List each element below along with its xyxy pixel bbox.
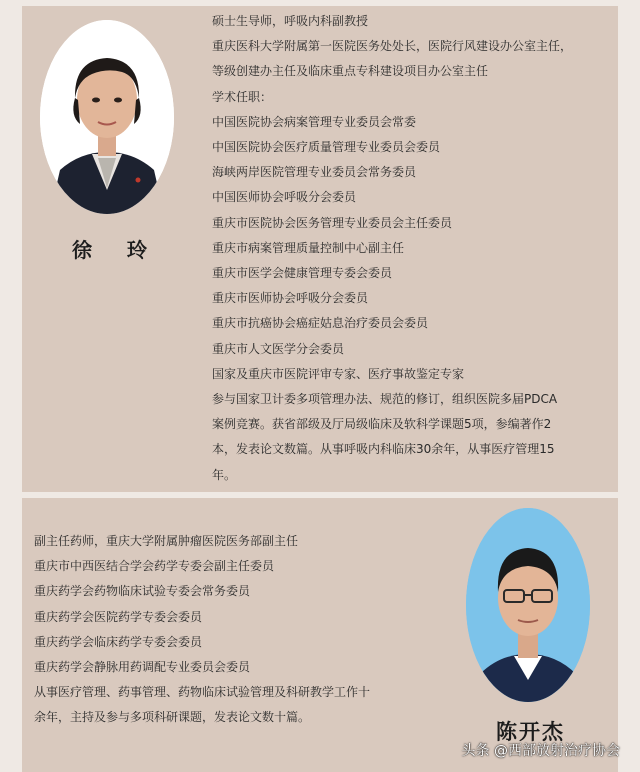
woman-portrait-icon (40, 20, 174, 214)
bio-line: 重庆市抗癌协会癌症姑息治疗委员会委员 (212, 316, 429, 331)
bio-line: 等级创建办主任及临床重点专科建设项目办公室主任 (212, 64, 489, 79)
bio-line: 重庆市病案管理质量控制中心副主任 (212, 240, 405, 255)
bio-line: 副主任药师，重庆大学附属肿瘤医院医务部副主任 (34, 534, 299, 548)
bio-line: 重庆市医师协会呼吸分会委员 (212, 291, 369, 306)
person-name-1: 徐 玲 (72, 238, 161, 262)
bio-list-2 (34, 529, 370, 731)
bio-line: 重庆药学会静脉用药调配专业委员会委员 (34, 660, 251, 675)
bio-line: 海峡两岸医院管理专业委员会常务委员 (212, 165, 417, 180)
bio-line: 重庆市人文医学分会委员 (212, 341, 345, 356)
bio-line: 余年，主持及参与多项科研课题，发表论文数十篇。 (34, 710, 311, 725)
bio-line: 本，发表论文数篇。从事呼吸内科临床30余年，从事医疗管理15 (212, 442, 555, 457)
bio-line: 参与国家卫计委多项管理办法、规范的修订，组织医院多届PDCA (212, 392, 558, 407)
bio-line: 案例竞赛。获省部级及厅局级临床及软科学课题5项，参编著作2 (212, 417, 552, 432)
bio-line: 重庆药学会医院药学专委会委员 (34, 609, 203, 624)
profile-card-1 (22, 6, 618, 492)
bio-line: 从事医疗管理、药事管理、药物临床试验管理及科研教学工作十 (34, 685, 371, 700)
bio-line: 年。 (212, 467, 237, 482)
portrait-photo-2 (466, 508, 590, 702)
profile-card-2 (22, 498, 618, 772)
bio-line: 重庆药学会临床药学专委会委员 (34, 634, 203, 649)
person-name-2: 陈开杰 (496, 720, 565, 744)
bio-line: 重庆市中西医结合学会药学专委会副主任委员 (34, 559, 275, 574)
bio-line: 国家及重庆市医院评审专家、医疗事故鉴定专家 (212, 366, 465, 381)
bio-list-1 (212, 9, 572, 488)
bio-line: 重庆医科大学附属第一医院医务处处长，医院行风建设办公室主任， (212, 39, 573, 54)
bio-line: 硕士生导师，呼吸内科副教授 (212, 14, 369, 28)
bio-line: 中国医师协会呼吸分会委员 (212, 190, 357, 205)
bio-line: 学术任职： (212, 89, 273, 104)
bio-line: 重庆市医院协会医务管理专业委员会主任委员 (212, 215, 453, 230)
man-portrait-icon (466, 508, 590, 702)
bio-line: 重庆市医学会健康管理专委会委员 (212, 266, 393, 281)
portrait-photo-1 (40, 20, 174, 214)
bio-line: 重庆药学会药物临床试验专委会常务委员 (34, 584, 251, 599)
bio-line: 中国医院协会病案管理专业委员会常委 (212, 114, 417, 129)
watermark-text: 头条 @西部放射治疗协会 (461, 743, 620, 759)
bio-line: 中国医院协会医疗质量管理专业委员会委员 (212, 140, 441, 155)
